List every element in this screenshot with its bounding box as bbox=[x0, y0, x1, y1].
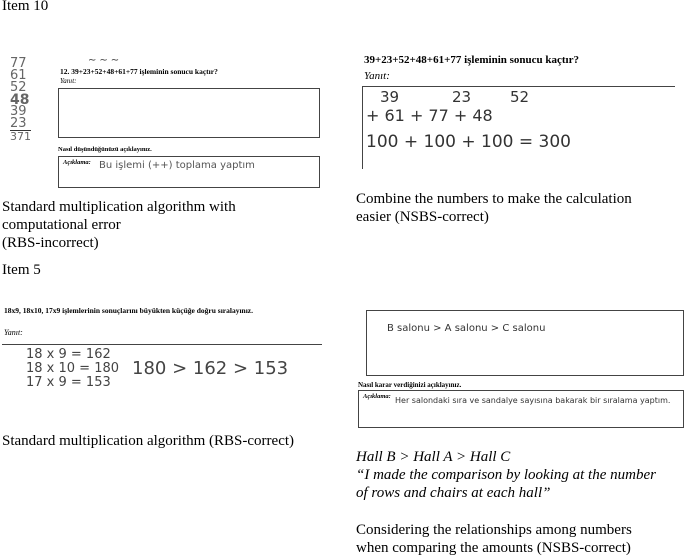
panel-1-scan bbox=[0, 55, 330, 195]
panel-1-side-numbers: 77 61 52 48 39 23 371 bbox=[10, 56, 31, 143]
panel-3-ordering: 180 > 162 > 153 bbox=[132, 358, 289, 379]
panel-1-explain-prompt: Nasıl düşündüğünüzü açıklayınız. bbox=[58, 146, 152, 153]
panel-2-answer-label: Yanıt: bbox=[364, 70, 390, 82]
panel-3-answer-rule bbox=[2, 344, 322, 345]
panel-4-answer-text: B salonu > A salonu > C salonu bbox=[387, 323, 546, 334]
item-10-label: Item 10 bbox=[2, 0, 49, 14]
panel-3-answer-label: Yanıt: bbox=[4, 328, 23, 337]
item-5-label: Item 5 bbox=[2, 262, 41, 278]
panel-1-explain-label: Açıklama: bbox=[63, 159, 91, 166]
panel-4-scan bbox=[356, 308, 684, 428]
panel-3-question: 18x9, 18x10, 17x9 işlemlerinin sonuçlarını büyükten küçüğe doğru sıralayınız. bbox=[4, 306, 253, 315]
panel-1-explain-text: Bu işlemi (++) toplama yaptım bbox=[99, 160, 255, 171]
panel-4-explain-prompt: Nasıl karar verdiğinizi açıklayınız. bbox=[358, 381, 462, 389]
panel-3-work: 18 x 9 = 162 18 x 10 = 180 17 x 9 = 153 bbox=[26, 347, 120, 390]
panel-3-caption: Standard multiplication algorithm (RBS-correct) bbox=[2, 433, 295, 449]
panel-2-caption: Combine the numbers to make the calculation easier (NSBS-correct) bbox=[356, 191, 632, 225]
panel-4-caption-quote: Hall B > Hall A > Hall C “I made the comparison by looking at the number of rows and chairs at each hall” bbox=[356, 449, 656, 501]
panel-4-explain-text: Her salondaki sıra ve sandalye sayısına bakarak bir sıralama yaptım. bbox=[395, 396, 671, 405]
panel-4-caption: Considering the relationships among numbers when comparing the amounts (NSBS-correct) bbox=[356, 522, 632, 556]
panel-1-question: 12. 39+23+52+48+61+77 işleminin sonucu kaçtır? bbox=[60, 67, 218, 76]
panel-4-answer-box bbox=[366, 310, 684, 376]
panel-1-top-scribble: ∼∼∼ bbox=[88, 55, 123, 66]
panel-1-caption: Standard multiplication algorithm with computational error (RBS-incorrect) bbox=[2, 199, 236, 251]
panel-2-work-line-2: + 61 + 77 + 48 bbox=[366, 106, 493, 125]
panel-2-scan: 39+23+52+48+61+77 işleminin sonucu kaçtır? Yanıt: 39 23 52 + 61 + 77 + 48 100 + 100 + 100 = 300 bbox=[360, 52, 680, 172]
panel-1-answer-label: Yanıt: bbox=[60, 77, 77, 85]
panel-2-work-line-3: 100 + 100 + 100 = 300 bbox=[366, 132, 571, 152]
panel-4-explain-box bbox=[358, 390, 684, 428]
panel-3-scan bbox=[0, 300, 330, 410]
panel-1-answer-box bbox=[58, 88, 320, 138]
panel-2-question: 39+23+52+48+61+77 işleminin sonucu kaçtır? bbox=[364, 54, 579, 66]
panel-4-explain-label: Açıklama: bbox=[363, 393, 391, 400]
panel-1-explain-box bbox=[58, 156, 320, 188]
